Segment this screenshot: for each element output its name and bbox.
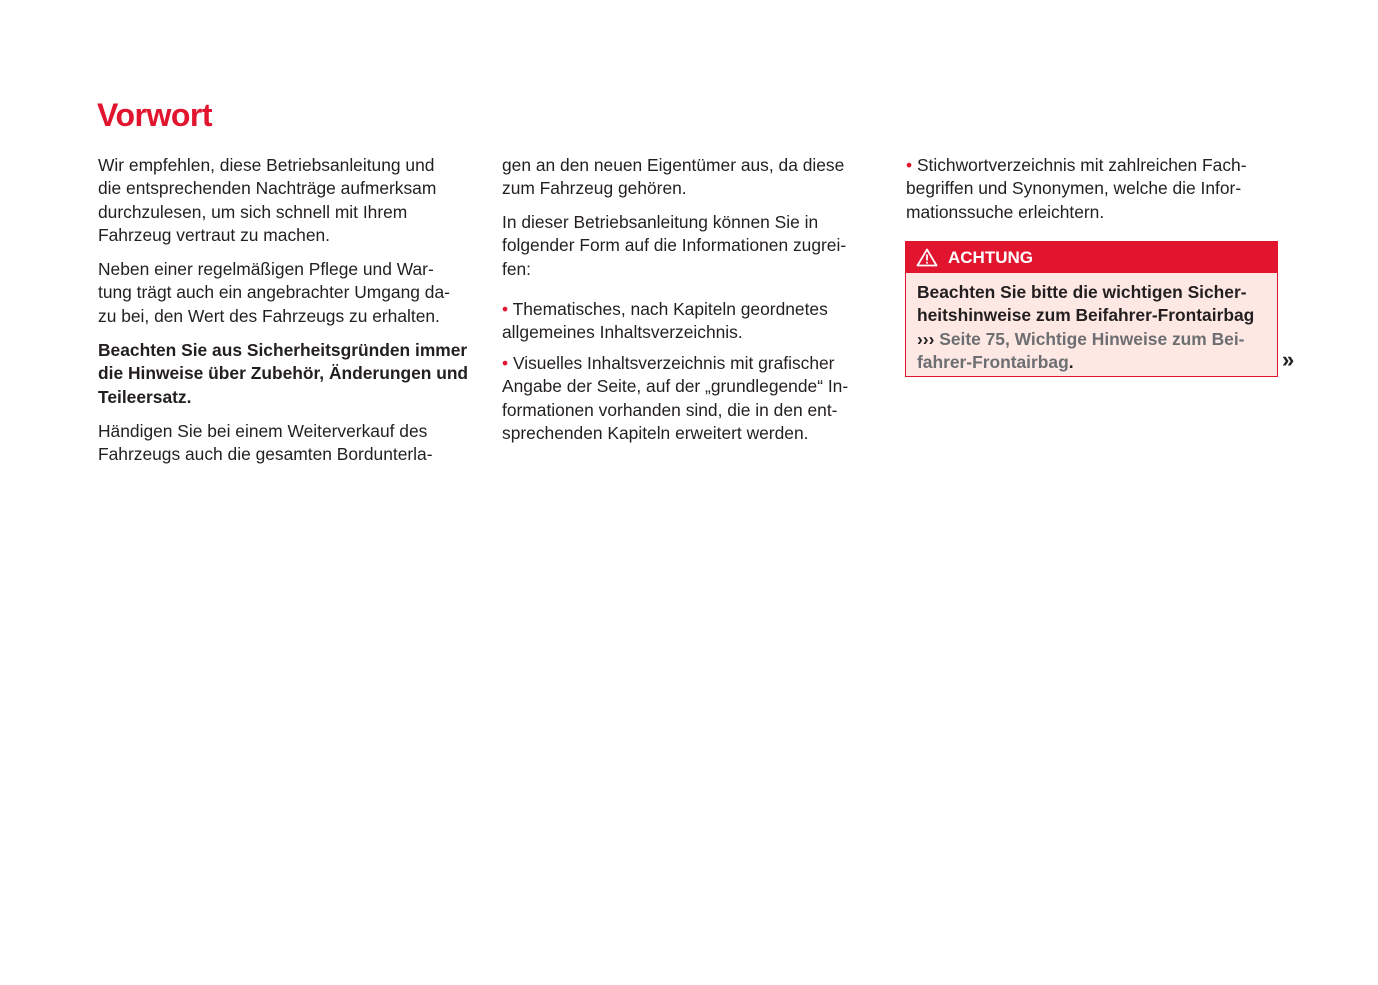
bullet-item: • Visuelles Inhaltsverzeichnis mit grafischer Angabe der Seite, auf der „grundlegende“ In- formationen vorhanden sind, die in den ent- sprechenden Kapiteln erweitert werden. xyxy=(502,353,849,443)
bullet-icon: • xyxy=(906,155,913,175)
page-reference-link[interactable]: fahrer-Frontairbag xyxy=(917,351,1069,372)
page-reference-link[interactable]: Seite 75, Wichtige Hinweise zum Bei- xyxy=(939,328,1245,349)
warning-body: Beachten Sie bitte die wichtigen Sicher- heitshinweise zum Beifahrer-Frontairbag ››› Seite 75, Wichtige Hinweise zum Bei- fahrer-Frontairbag. xyxy=(917,282,1255,372)
paragraph: Wir empfehlen, diese Betriebsanleitung und die entsprechenden Nachträge aufmerksam durchzulesen, um sich schnell mit Ihrem Fahrzeug vertraut zu machen. xyxy=(98,155,437,245)
bullet-icon: • xyxy=(502,299,509,319)
bullet-item: • Stichwortverzeichnis mit zahlreichen Fach- begriffen und Synonymen, welche die Infor- mationssuche erleichtern. xyxy=(906,155,1247,222)
continue-icon: » xyxy=(1282,347,1295,372)
paragraph: Neben einer regelmäßigen Pflege und War- tung trägt auch ein angebrachter Umgang da- zu bei, den Wert des Fahrzeugs zu erhalten. xyxy=(98,259,450,326)
warning-box xyxy=(905,241,1278,377)
warning-header xyxy=(906,242,1277,273)
safety-paragraph: Beachten Sie aus Sicherheitsgründen immer die Hinweise über Zubehör, Änderungen und Teileersatz. xyxy=(98,340,469,407)
page-title: Vorwort xyxy=(97,97,213,133)
link-arrow-icon: ››› xyxy=(917,328,935,349)
warning-heading: ACHTUNG xyxy=(948,247,1033,267)
paragraph: gen an den neuen Eigentümer aus, da diese zum Fahrzeug gehören. xyxy=(502,155,845,199)
bullet-item: • Thematisches, nach Kapiteln geordnetes allgemeines Inhaltsverzeichnis. xyxy=(502,299,828,343)
bullet-icon: • xyxy=(502,353,509,373)
warning-triangle-icon xyxy=(916,248,938,267)
paragraph: In dieser Betriebsanleitung können Sie in folgender Form auf die Informationen zugrei- fen: xyxy=(502,212,847,279)
paragraph: Händigen Sie bei einem Weiterverkauf des Fahrzeugs auch die gesamten Bordunterla- xyxy=(98,421,433,465)
